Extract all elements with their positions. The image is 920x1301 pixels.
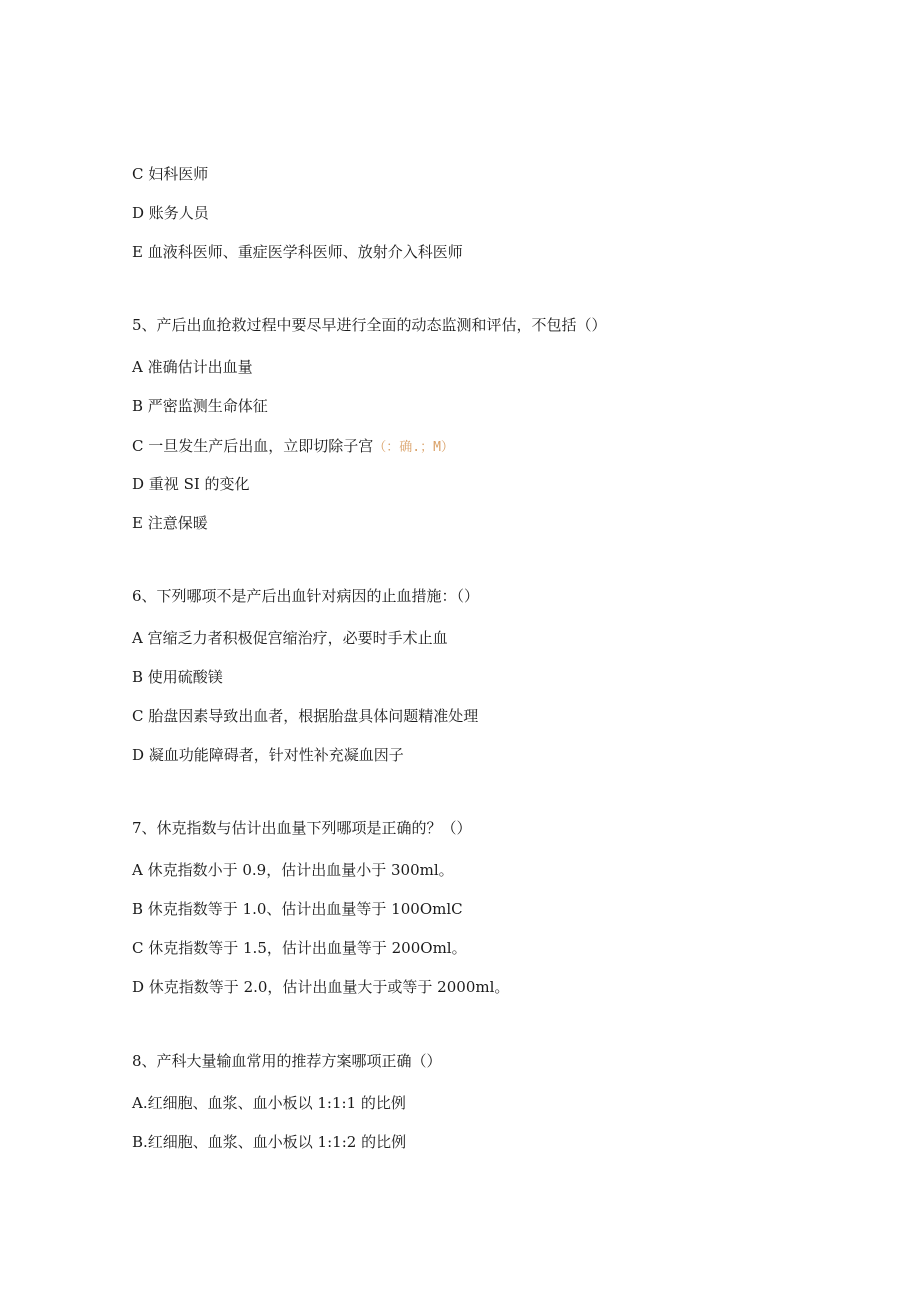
q5-option-b: B 严密监测生命体征 <box>132 397 268 415</box>
q5-option-a: A 准确估计出血量 <box>132 358 253 376</box>
q7-option-a: A 休克指数小于 0.9，估计出血量小于 300ml。 <box>132 861 454 879</box>
q7-option-d: D 休克指数等于 2.0，估计出血量大于或等于 2000ml。 <box>132 978 510 996</box>
q6-option-b: B 使用硫酸镁 <box>132 668 223 686</box>
q8-question: 8、产科大量输血常用的推荐方案哪项正确（） <box>132 1052 442 1070</box>
q8-option-a: A.红细胞、血浆、血小板以 1:1:1 的比例 <box>132 1094 406 1112</box>
q5-option-e: E 注意保暖 <box>132 514 208 532</box>
q7-option-b: B 休克指数等于 1.0、估计出血量等于 100OmlC <box>132 900 463 918</box>
q4-option-e: E 血液科医师、重症医学科医师、放射介入科医师 <box>132 243 463 261</box>
q6-question: 6、下列哪项不是产后出血针对病因的止血措施：（） <box>132 587 480 605</box>
q6-option-a: A 宫缩乏力者积极促宫缩治疗，必要时手术止血 <box>132 629 448 647</box>
q6-option-d: D 凝血功能障碍者，针对性补充凝血因子 <box>132 746 404 764</box>
q5-option-c <box>132 436 454 458</box>
q5-annotation: （：确.；M） <box>373 440 454 455</box>
q6-option-c: C 胎盘因素导致出血者，根据胎盘具体问题精准处理 <box>132 707 479 725</box>
q8-option-b: B.红细胞、血浆、血小板以 1:1:2 的比例 <box>132 1133 407 1151</box>
q4-option-d: D 账务人员 <box>132 204 209 222</box>
q5-option-c-text: C 一旦发生产后出血，立即切除子宫 <box>132 437 374 455</box>
q4-option-c: C 妇科医师 <box>132 165 209 183</box>
q5-question: 5、产后出血抢救过程中要尽早进行全面的动态监测和评估，不包括（） <box>132 316 607 334</box>
q7-option-c: C 休克指数等于 1.5，估计出血量等于 200Oml。 <box>132 939 467 957</box>
q5-option-d: D 重视 SI 的变化 <box>132 475 250 493</box>
q7-question: 7、休克指数与估计出血量下列哪项是正确的？（） <box>132 819 472 837</box>
